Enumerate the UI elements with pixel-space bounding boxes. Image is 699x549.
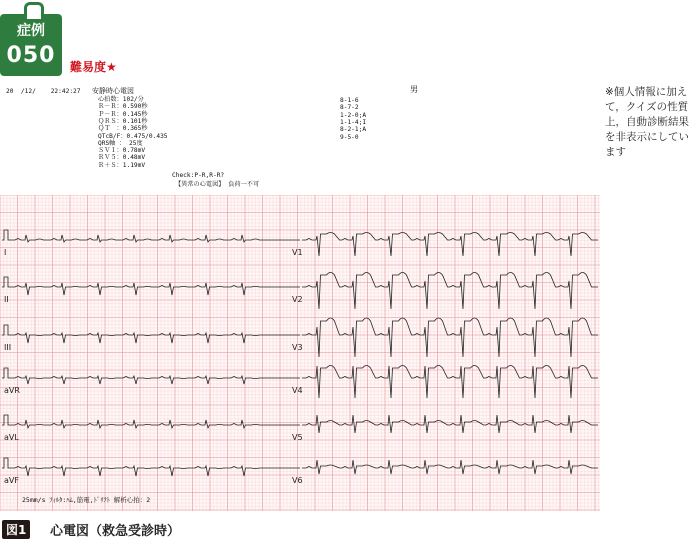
lead-label-avr: aVR (4, 386, 20, 395)
figure-caption: 心電図（救急受診時） (50, 524, 181, 539)
measurement-item: Ｐ－Ｒ：0.145秒 (98, 110, 148, 118)
lead-label-v1: V1 (292, 248, 303, 257)
measurement-item: Ｒ＋Ｓ：1.19mV (98, 161, 146, 169)
case-badge-label: 症例 (17, 23, 45, 39)
code-item: 8-1-6 (340, 97, 359, 104)
code-item: 8-2-1;A (340, 126, 367, 134)
record-datetime: 20 /12/ 22:42:27 (6, 88, 81, 95)
measurement-item: ＲＶ５：0.48mV (98, 154, 146, 162)
measurement-item: ＳＶ１：0.78mV (98, 147, 146, 155)
difficulty-label: 難易度★ (70, 60, 117, 74)
patient-sex: 男 (410, 85, 418, 94)
code-item: 8-7-2 (340, 104, 359, 112)
lead-label-v3: V3 (292, 343, 303, 352)
abnormal-line: 【異常の心電図】 負荷一不可 (175, 181, 260, 188)
ecg-tracing (0, 195, 600, 511)
measurement-item: ＱＴ ：0.365秒 (98, 125, 148, 133)
lead-label-v5: V5 (292, 433, 303, 442)
record-type: 安静時心電図 (92, 87, 134, 95)
lead-label-avl: aVL (4, 433, 19, 442)
code-item: 1-1-4;I (340, 118, 367, 126)
ecg-paper (0, 195, 600, 511)
lead-label-v2: V2 (292, 295, 303, 304)
check-line: Check:P-R,R-R? (172, 172, 225, 179)
measurement-item: Ｒ－Ｒ：0.590秒 (98, 103, 148, 111)
lead-label-avf: aVF (4, 476, 19, 485)
privacy-note: ※個人情報に加えて，クイズの性質上，自動診断結果を非表示にしています (605, 86, 689, 158)
lead-label-ii: II (4, 295, 9, 304)
measurement-item: QRS軸 ： 25度 (98, 139, 143, 147)
measurement-item: ＱＲＳ：0.101秒 (98, 117, 148, 125)
measurement-item: 心拍数：102/分 (98, 96, 144, 103)
ecg-footer: 25mm/s ﾌｨﾙﾀ:ﾊﾑ,筋電,ﾄﾞﾘﾌﾄ 解析心拍：2 (22, 496, 151, 504)
code-item: 9-5-0 (340, 133, 359, 141)
lead-label-v6: V6 (292, 476, 303, 485)
lead-label-i: I (4, 248, 7, 257)
lead-label-v4: V4 (292, 386, 303, 395)
code-item: 1-2-0;A (340, 111, 367, 119)
clipboard-clip-icon (24, 2, 44, 19)
figure-number: 図1 (2, 520, 30, 539)
lead-label-iii: III (4, 343, 12, 352)
measurement-item: QTcB/F：0.475/0.435 (98, 132, 168, 140)
case-number: 050 (6, 43, 56, 68)
